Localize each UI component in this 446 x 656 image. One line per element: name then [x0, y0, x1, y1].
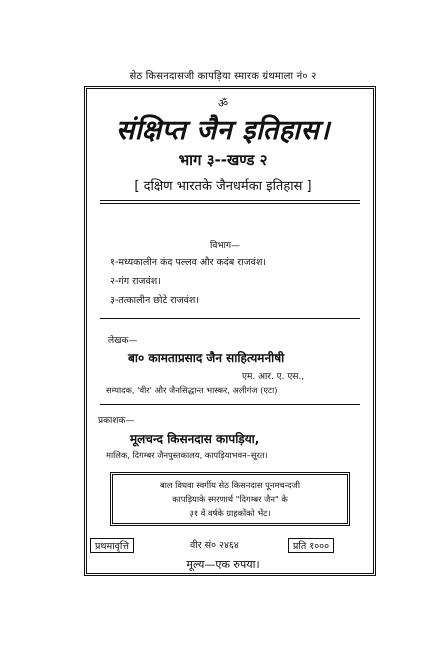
publisher-heading: प्रकाशक— — [98, 416, 135, 426]
om-symbol: ॐ — [217, 97, 229, 110]
notice-line-3: ३१ वें वर्षके ग्राहकोंको भेंट। — [189, 508, 271, 518]
publisher-name: मूलचन्द किसनदास कापड़िया, — [130, 432, 260, 446]
divider-middle — [100, 318, 360, 319]
part-label: भाग ३--खण्ड २ — [178, 151, 268, 169]
section-item-2: २-गंग राजवंश। — [110, 276, 161, 287]
vir-samvat: वीर सं० २४६४ — [190, 540, 239, 551]
author-name: बा० कामताप्रसाद जैन साहित्यमनीषी — [128, 351, 285, 365]
publisher-role: मालिक, दिगम्बर जैनपुस्तकालय, कापड़ियाभवन–सूरत। — [106, 450, 268, 460]
book-subtitle: [ दक्षिण भारतके जैनधर्मका इतिहास ] — [134, 179, 312, 194]
edition-label: प्रथमावृत्ति — [90, 538, 134, 553]
sections-heading: विभाग— — [210, 241, 241, 251]
price-label: मूल्य—एक रुपया। — [186, 558, 260, 571]
author-qualifications: एम. आर. ए. एस., — [242, 372, 305, 382]
divider-author — [100, 404, 360, 405]
divider-top-2 — [100, 203, 360, 204]
notice-line-2: कापड़ियाके स्मरणार्थ "दिगम्बर जैन" के — [172, 494, 288, 504]
divider-top — [100, 200, 360, 201]
section-item-3: ३-तत्कालीन छोटे राजवंश। — [110, 295, 199, 306]
book-title: संक्षिप्त जैन इतिहास। — [115, 115, 331, 146]
notice-line-1: बाल विधवा स्वर्गीय सेठ किसनदास पूनमचन्दजी — [160, 480, 300, 490]
dedication-notice — [110, 472, 350, 526]
author-heading: लेखक— — [108, 336, 138, 346]
section-item-1: १-मध्यकालीन कंद पल्लव और कदंब राजवंश। — [110, 257, 267, 268]
series-line: सेठ किसनदासजी कापड़िया स्मारक ग्रंथमाला नं० २ — [129, 71, 317, 82]
copies-count: प्रति १००० — [288, 538, 334, 553]
author-role: सम्पादक, 'वीर' और जैनसिद्धान्त भास्कर, अलीगंज (एटा) — [106, 385, 278, 395]
